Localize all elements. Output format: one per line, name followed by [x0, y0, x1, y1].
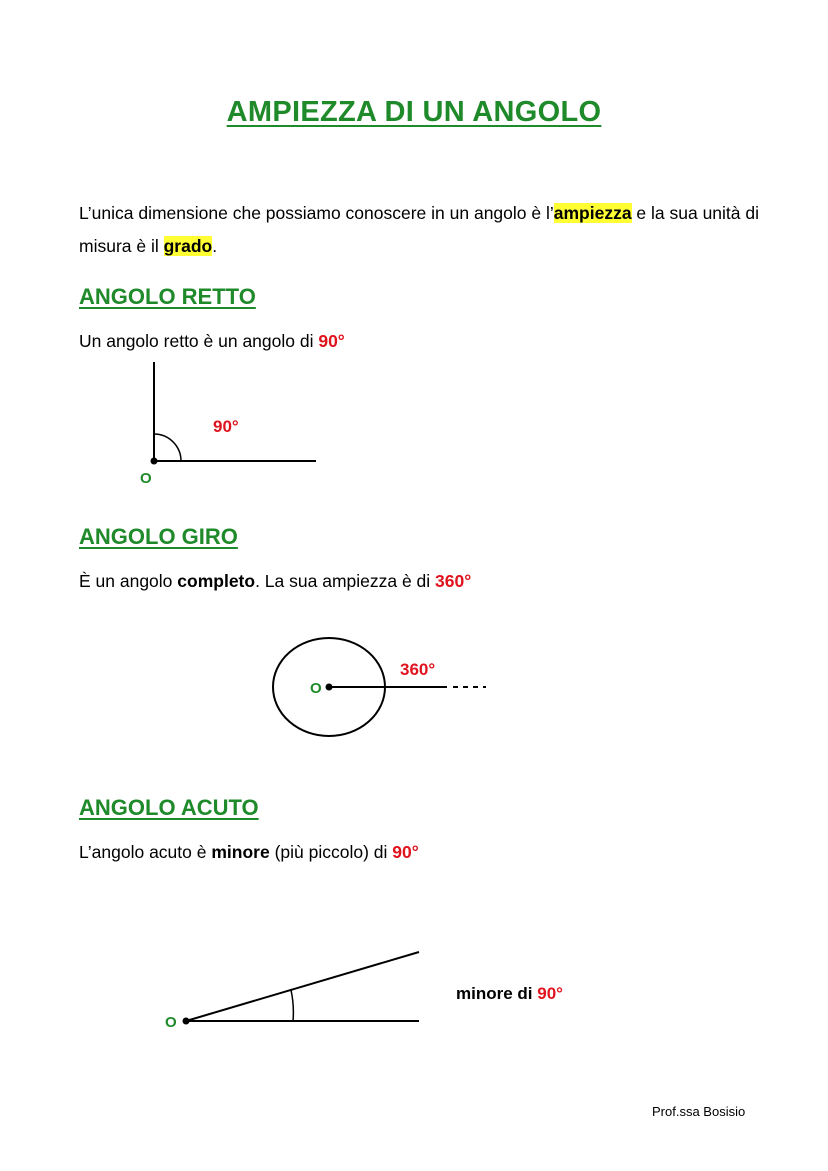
full-angle-text-1: È un angolo [79, 571, 178, 591]
intro-text-3: . [212, 236, 218, 256]
full-angle-description [79, 571, 471, 592]
heading-angolo-retto: ANGOLO RETTO [79, 284, 256, 309]
page-title: AMPIEZZA DI UN ANGOLO [226, 96, 602, 128]
acute-angle-upper-ray [186, 952, 419, 1021]
acute-figure-label-text: minore di [456, 984, 538, 1003]
full-angle-bold: completo [177, 571, 256, 591]
right-angle-vertex-label: O [140, 470, 152, 487]
full-angle-text-2: . La sua ampiezza è di [255, 571, 436, 591]
intro-text-1: L’unica dimensione che possiamo conoscere in un angolo è l’ [79, 203, 554, 223]
right-angle-arc [154, 434, 181, 461]
acute-angle-figure-label [456, 984, 563, 1003]
acute-angle-vertex-label: O [165, 1014, 177, 1031]
right-angle-value: 90° [318, 331, 345, 351]
right-angle-figure-label: 90° [213, 417, 239, 436]
acute-angle-vertex-dot [183, 1018, 190, 1025]
full-angle-value: 360° [435, 571, 472, 591]
full-angle-figure [273, 638, 486, 736]
acute-angle-figure [183, 952, 420, 1025]
footer-author: Prof.ssa Bosisio [652, 1104, 746, 1119]
heading-angolo-giro: ANGOLO GIRO [79, 524, 238, 549]
highlight-grado: grado [163, 236, 213, 256]
acute-angle-text-1: L’angolo acuto è [79, 842, 212, 862]
full-angle-vertex-label: O [310, 680, 322, 697]
acute-figure-label-value: 90° [537, 984, 563, 1003]
right-angle-figure [151, 362, 317, 465]
heading-angolo-acuto: ANGOLO ACUTO [79, 795, 259, 820]
acute-angle-bold: minore [211, 842, 270, 862]
highlight-ampiezza: ampiezza [553, 203, 632, 223]
acute-angle-value: 90° [392, 842, 419, 862]
acute-angle-arc [291, 990, 293, 1021]
intro-text-2: e la sua unità di misura è il [79, 203, 760, 256]
right-angle-text: Un angolo retto è un angolo di [79, 331, 319, 351]
acute-angle-text-2: (più piccolo) di [269, 842, 393, 862]
full-angle-vertex-dot [326, 684, 333, 691]
acute-angle-description [79, 842, 419, 863]
right-angle-vertex-dot [151, 458, 158, 465]
full-angle-figure-label: 360° [400, 660, 436, 679]
